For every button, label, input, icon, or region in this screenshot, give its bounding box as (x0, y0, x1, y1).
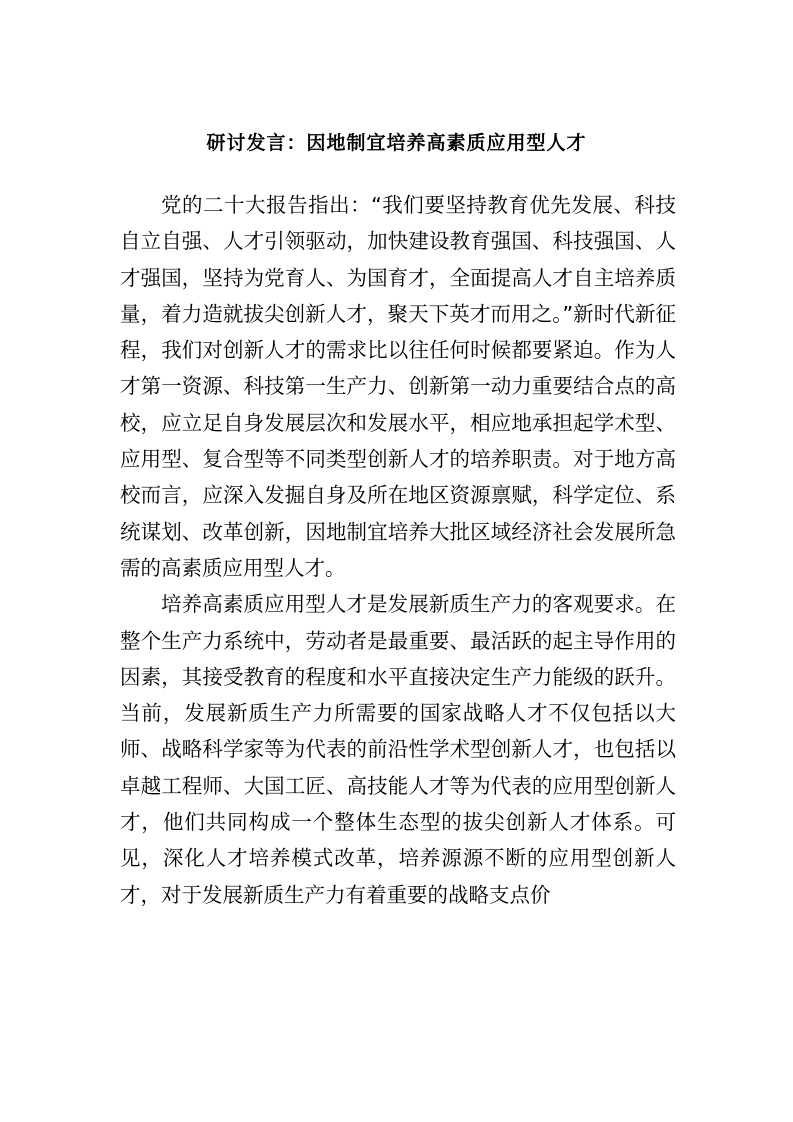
paragraph-2: 培养高素质应用型人才是发展新质生产力的客观要求。在整个生产力系统中，劳动者是最重要、最活跃的起主导作用的因素，其接受教育的程度和水平直接决定生产力能级的跃升。当前，发展新质生产力所需要的国家战略人才不仅包括以大师、战略科学家等为代表的前沿性学术型创新人才，也包括以卓越工程师、大国工匠、高技能人才等为代表的应用型创新人才，他们共同构成一个整体生态型的拔尖创新人才体系。可见，深化人才培养模式改革，培养源源不断的应用型创新人才，对于发展新质生产力有着重要的战略支点价 (120, 592, 676, 907)
document-title: 研讨发言：因地制宜培养高素质应用型人才 (206, 132, 587, 154)
paragraph-1: 党的二十大报告指出：“我们要坚持教育优先发展、科技自立自强、人才引领驱动，加快建设教育强国、科技强国、人才强国，坚持为党育人、为国育才，全面提高人才自主培养质量，着力造就拔尖创新人才，聚天下英才而用之。”新时代新征程，我们对创新人才的需求比以往任何时候都要紧迫。作为人才第一资源、科技第一生产力、创新第一动力重要结合点的高校，应立足自身发展层次和发展水平，相应地承担起学术型、应用型、复合型等不同类型创新人才的培养职责。对于地方高校而言，应深入发掘自身及所在地区资源禀赋，科学定位、系统谋划、改革创新，因地制宜培养大批区域经济社会发展所急需的高素质应用型人才。 (120, 193, 676, 580)
document-body (120, 187, 676, 913)
